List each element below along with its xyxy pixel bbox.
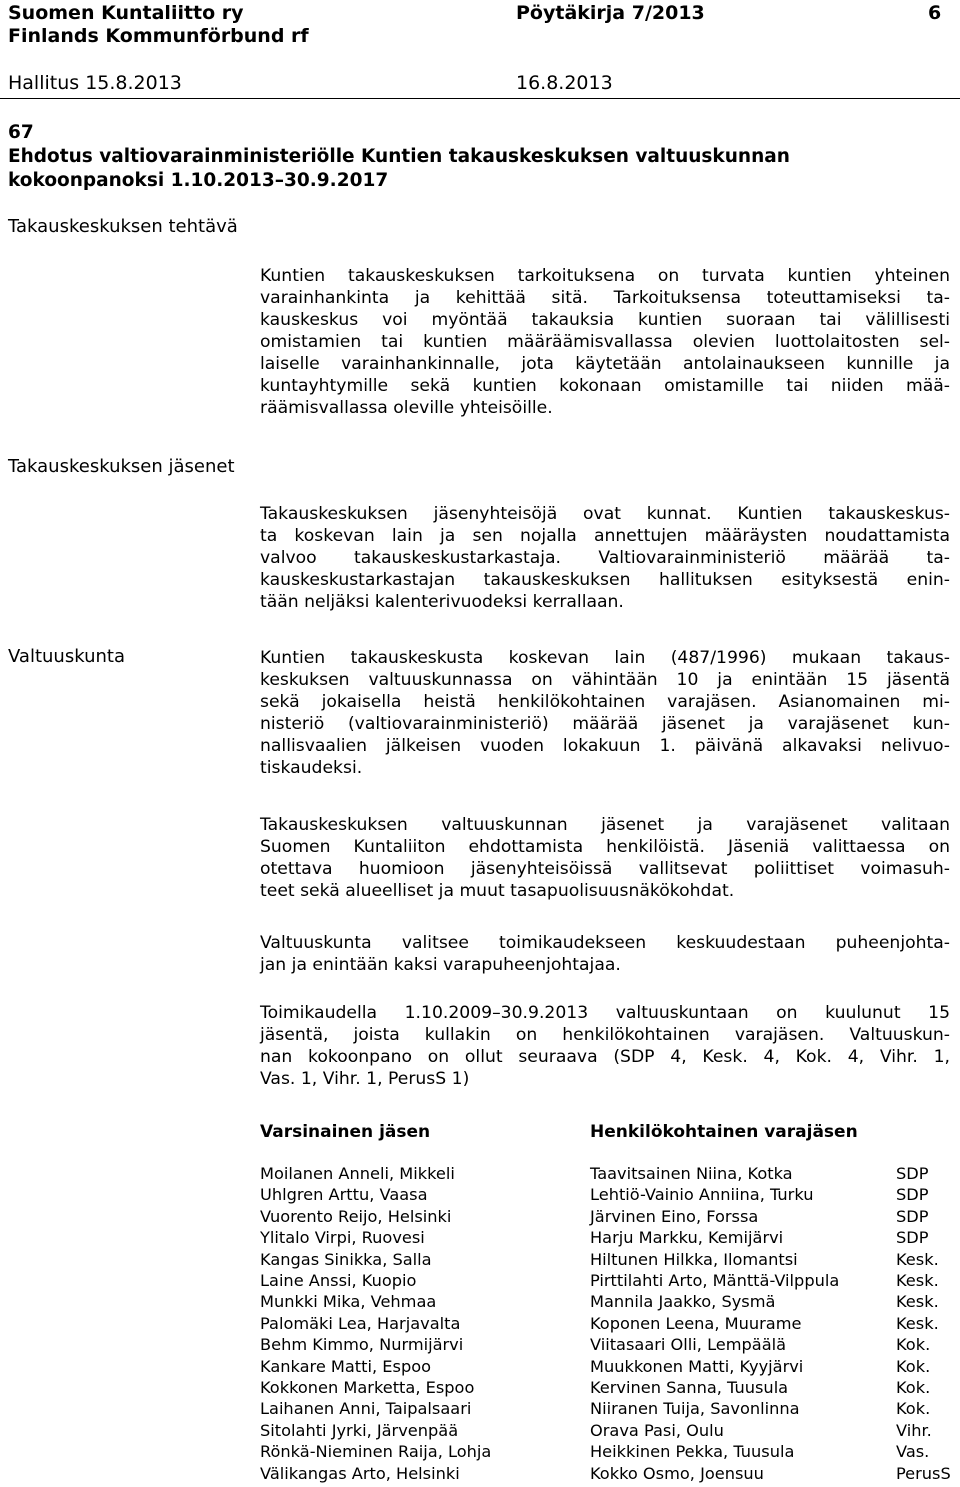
member-name: Moilanen Anneli, Mikkeli	[260, 1164, 455, 1183]
member-name: Ylitalo Virpi, Ruovesi	[260, 1228, 425, 1248]
party-abbr: SDP	[896, 1185, 929, 1205]
label-tehtava: Takauskeskuksen tehtävä	[8, 216, 238, 237]
party-abbr: Kok.	[896, 1378, 931, 1397]
text-line: Valtuuskunta valitsee toimikaudekseen keskuudestaan puheenjohta-	[260, 933, 950, 953]
deputy-name: Pirttilahti Arto, Mänttä-Vilppula	[590, 1271, 840, 1290]
table-row	[0, 1464, 960, 1485]
party-abbr: Kok.	[896, 1399, 931, 1419]
label-valtuuskunta: Valtuuskunta	[8, 646, 125, 667]
table-row	[0, 1164, 960, 1185]
text-line: Vas. 1, Vihr. 1, PerusS 1)	[260, 1069, 470, 1089]
member-name: Munkki Mika, Vehmaa	[260, 1292, 437, 1312]
table-row	[0, 1292, 960, 1313]
party-abbr: SDP	[896, 1206, 929, 1226]
party-abbr: Kesk.	[896, 1271, 939, 1290]
section-title-line-2: kokoonpanoksi 1.10.2013–30.9.2017	[8, 170, 389, 191]
member-name: Kangas Sinikka, Salla	[260, 1249, 432, 1269]
table-header-deputy: Henkilökohtainen varajäsen	[590, 1122, 858, 1142]
text-line: teet sekä alueelliset ja muut tasapuolisuusnäkökohdat.	[260, 881, 735, 901]
text-line: nan kokoonpano on ollut seuraava (SDP 4, Kesk. 4, Kok. 4, Vihr. 1,	[260, 1047, 950, 1067]
document-title: Pöytäkirja 7/2013	[516, 2, 705, 24]
table-row	[0, 1207, 960, 1228]
member-name: Behm Kimmo, Nurmijärvi	[260, 1335, 464, 1355]
text-line: kauskeskustarkastajan takauskeskuksen hallituksen esityksestä enin-	[260, 570, 950, 590]
deputy-name: Hiltunen Hilkka, Ilomantsi	[590, 1249, 798, 1269]
member-name: Palomäki Lea, Harjavalta	[260, 1313, 461, 1333]
label-jasenet: Takauskeskuksen jäsenet	[8, 456, 235, 477]
paragraph-valtuuskunta-law	[260, 647, 950, 779]
deputy-name: Muukkonen Matti, Kyyjärvi	[590, 1356, 804, 1376]
deputy-name: Niiranen Tuija, Savonlinna	[590, 1399, 800, 1419]
deputy-name: Harju Markku, Kemijärvi	[590, 1228, 784, 1248]
party-abbr: SDP	[896, 1228, 929, 1248]
party-abbr: Vas.	[896, 1442, 930, 1462]
text-line: räämisvallassa oleville yhteisöille.	[260, 398, 553, 418]
party-abbr: PerusS	[896, 1463, 951, 1483]
section-number: 67	[8, 122, 34, 143]
party-abbr: Vihr.	[896, 1420, 932, 1440]
deputy-name: Koponen Leena, Muurame	[590, 1313, 802, 1333]
deputy-name: Heikkinen Pekka, Tuusula	[590, 1442, 795, 1462]
text-line: varainhankinta ja kehittää sitä. Tarkoituksensa toteuttamiseksi ta-	[260, 288, 950, 308]
member-name: Kokkonen Marketta, Espoo	[260, 1378, 475, 1397]
table-row	[0, 1228, 960, 1249]
member-name: Vuorento Reijo, Helsinki	[260, 1206, 452, 1226]
table-row	[0, 1335, 960, 1356]
paragraph-jasenet	[260, 503, 950, 613]
text-line: omistamien tai kuntien määräämisvallassa olevien luottolaitosten sel-	[260, 332, 950, 352]
member-name: Kankare Matti, Espoo	[260, 1356, 432, 1376]
table-row	[0, 1399, 960, 1420]
table-row	[0, 1271, 960, 1292]
deputy-name: Lehtiö-Vainio Anniina, Turku	[590, 1185, 814, 1205]
member-name: Laihanen Anni, Taipalsaari	[260, 1399, 472, 1419]
paragraph-tehtava	[260, 265, 950, 419]
text-line: Kuntien takauskeskusta koskevan lain (487/1996) mukaan takaus-	[260, 648, 950, 668]
deputy-name: Taavitsainen Niina, Kotka	[590, 1164, 793, 1183]
member-name: Laine Anssi, Kuopio	[260, 1271, 417, 1290]
text-line: sekä jokaisella heistä henkilökohtainen varajäsen. Asianomainen mi-	[260, 692, 950, 712]
table-row	[0, 1357, 960, 1378]
paragraph-term	[260, 1002, 950, 1090]
text-line: otettava huomioon jäsenyhteisöissä vallitsevat poliittiset voimasuh-	[260, 859, 950, 879]
text-line: kauskeskus voi myöntää takauksia kuntien suoraan tai välillisesti	[260, 310, 950, 330]
table-row	[0, 1314, 960, 1335]
text-line: Suomen Kuntaliiton ehdottamista henkilöistä. Jäseniä valittaessa on	[260, 837, 950, 857]
header-divider	[0, 98, 960, 99]
org-name-sv: Finlands Kommunförbund rf	[8, 25, 309, 47]
paragraph-selection	[260, 814, 950, 902]
deputy-name: Kokko Osmo, Joensuu	[590, 1463, 764, 1483]
meeting-date: 16.8.2013	[516, 72, 613, 94]
party-abbr: Kesk.	[896, 1313, 939, 1333]
party-abbr: SDP	[896, 1164, 929, 1183]
table-row	[0, 1185, 960, 1206]
table-row	[0, 1442, 960, 1463]
table-row	[0, 1250, 960, 1271]
member-name: Rönkä-Nieminen Raija, Lohja	[260, 1442, 492, 1462]
text-line: kuntayhtymille sekä kuntien kokonaan omistamille tai niiden mää-	[260, 376, 950, 396]
text-line: ta koskevan lain ja sen nojalla annettujen määräysten noudattamista	[260, 526, 950, 546]
text-line: Kuntien takauskeskuksen tarkoituksena on turvata kuntien yhteinen	[260, 266, 950, 286]
member-name: Uhlgren Arttu, Vaasa	[260, 1185, 428, 1205]
deputy-name: Järvinen Eino, Forssa	[590, 1206, 759, 1226]
text-line: valvoo takauskeskustarkastaja. Valtiovarainministeriö määrää ta-	[260, 548, 950, 568]
text-line: laiselle varainhankinnalle, jota käytetään antolainaukseen kunnille ja	[260, 354, 950, 374]
text-line: Toimikaudella 1.10.2009–30.9.2013 valtuuskuntaan on kuulunut 15	[260, 1003, 950, 1023]
deputy-name: Viitasaari Olli, Lempäälä	[590, 1335, 787, 1355]
member-name: Sitolahti Jyrki, Järvenpää	[260, 1420, 459, 1440]
deputy-name: Mannila Jaakko, Sysmä	[590, 1292, 776, 1312]
text-line: nisteriö (valtiovarainministeriö) määrää jäsenet ja varajäsenet kun-	[260, 714, 950, 734]
text-line: tään neljäksi kalenterivuodeksi kerrallaan.	[260, 592, 624, 612]
section-title-line-1: Ehdotus valtiovarainministeriölle Kuntien takauskeskuksen valtuuskunnan	[8, 146, 790, 167]
party-abbr: Kok.	[896, 1335, 931, 1355]
party-abbr: Kesk.	[896, 1292, 939, 1312]
text-line: nallisvaalien jälkeisen vuoden lokakuun 1. päivänä alkavaksi nelivuo-	[260, 736, 950, 756]
table-row	[0, 1421, 960, 1442]
deputy-name: Kervinen Sanna, Tuusula	[590, 1378, 789, 1397]
text-line: tiskaudeksi.	[260, 758, 363, 778]
party-abbr: Kok.	[896, 1356, 931, 1376]
table-row	[0, 1378, 960, 1399]
paragraph-chair	[260, 932, 950, 976]
org-name-fi: Suomen Kuntaliitto ry	[8, 2, 244, 24]
text-line: jäsentä, joista kullakin on henkilökohtainen varajäsen. Valtuuskun-	[260, 1025, 950, 1045]
member-name: Välikangas Arto, Helsinki	[260, 1463, 460, 1483]
party-abbr: Kesk.	[896, 1249, 939, 1269]
page-number: 6	[928, 2, 942, 24]
text-line: keskuksen valtuuskunnassa on vähintään 10 ja enintään 15 jäsentä	[260, 670, 950, 690]
meeting-name: Hallitus 15.8.2013	[8, 72, 182, 94]
text-line: Takauskeskuksen jäsenyhteisöjä ovat kunnat. Kuntien takauskeskus-	[260, 504, 950, 524]
deputy-name: Orava Pasi, Oulu	[590, 1420, 724, 1440]
table-header-member: Varsinainen jäsen	[260, 1122, 431, 1142]
text-line: jan ja enintään kaksi varapuheenjohtajaa.	[260, 955, 621, 975]
text-line: Takauskeskuksen valtuuskunnan jäsenet ja varajäsenet valitaan	[260, 815, 950, 835]
